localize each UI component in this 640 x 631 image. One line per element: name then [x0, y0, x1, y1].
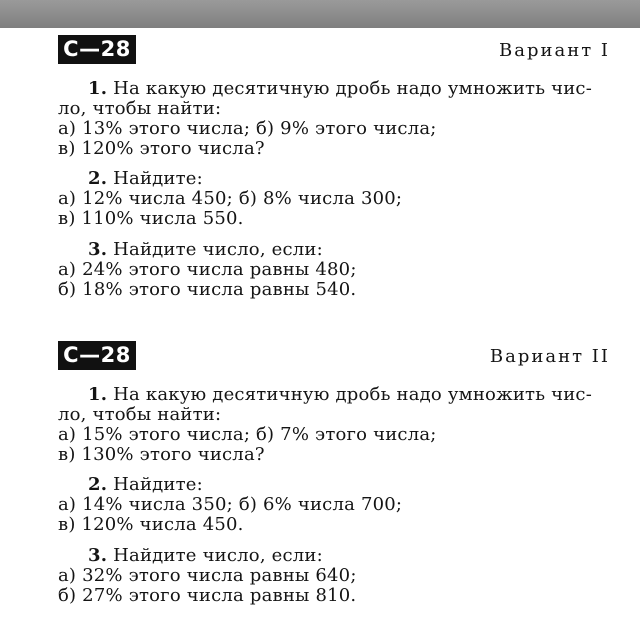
problem-text-line: а) 32% этого числа равны 640;	[58, 565, 357, 586]
problem-text: На какую десятичную дробь надо умножить чис-	[113, 78, 592, 99]
variant-label: Вариант II	[489, 346, 610, 367]
problem-number: 1.	[88, 78, 108, 99]
problem-text-line: б) 27% этого числа равны 810.	[58, 585, 357, 606]
problem-number: 3.	[88, 239, 108, 260]
problem-2	[88, 475, 203, 495]
problem-number: 2.	[88, 474, 108, 495]
problem-number: 1.	[88, 384, 108, 405]
problem-text-line: а) 12% числа 450; б) 8% числа 300;	[58, 188, 403, 209]
problem-2	[88, 169, 203, 189]
problem-number: 3.	[88, 545, 108, 566]
problem-text-line: а) 15% этого числа; б) 7% этого числа;	[58, 424, 437, 445]
problem-text-line: а) 24% этого числа равны 480;	[58, 259, 357, 280]
problem-3	[88, 240, 323, 260]
problem-text-line: а) 14% числа 350; б) 6% числа 700;	[58, 494, 403, 515]
problem-text-line: а) 13% этого числа; б) 9% этого числа;	[58, 118, 437, 139]
problem-text-line: в) 120% числа 450.	[58, 514, 244, 535]
problem-text: Найдите число, если:	[113, 239, 323, 260]
problem-number: 2.	[88, 168, 108, 189]
problem-text-line: в) 120% этого числа?	[58, 138, 265, 159]
problem-text-line: б) 18% этого числа равны 540.	[58, 279, 357, 300]
problem-1	[88, 385, 592, 405]
problem-text-line: в) 110% числа 550.	[58, 208, 244, 229]
problem-1	[88, 79, 592, 99]
section-badge: С—28	[58, 341, 136, 370]
problem-text: Найдите:	[113, 474, 203, 495]
section-badge: С—28	[58, 35, 136, 64]
top-bar	[0, 0, 640, 28]
problem-text: На какую десятичную дробь надо умножить чис-	[113, 384, 592, 405]
problem-text-line: ло, чтобы найти:	[58, 98, 222, 119]
problem-text-line: ло, чтобы найти:	[58, 404, 222, 425]
problem-3	[88, 546, 323, 566]
problem-text: Найдите число, если:	[113, 545, 323, 566]
variant-label: Вариант I	[499, 40, 610, 61]
problem-text: Найдите:	[113, 168, 203, 189]
problem-text-line: в) 130% этого числа?	[58, 444, 265, 465]
